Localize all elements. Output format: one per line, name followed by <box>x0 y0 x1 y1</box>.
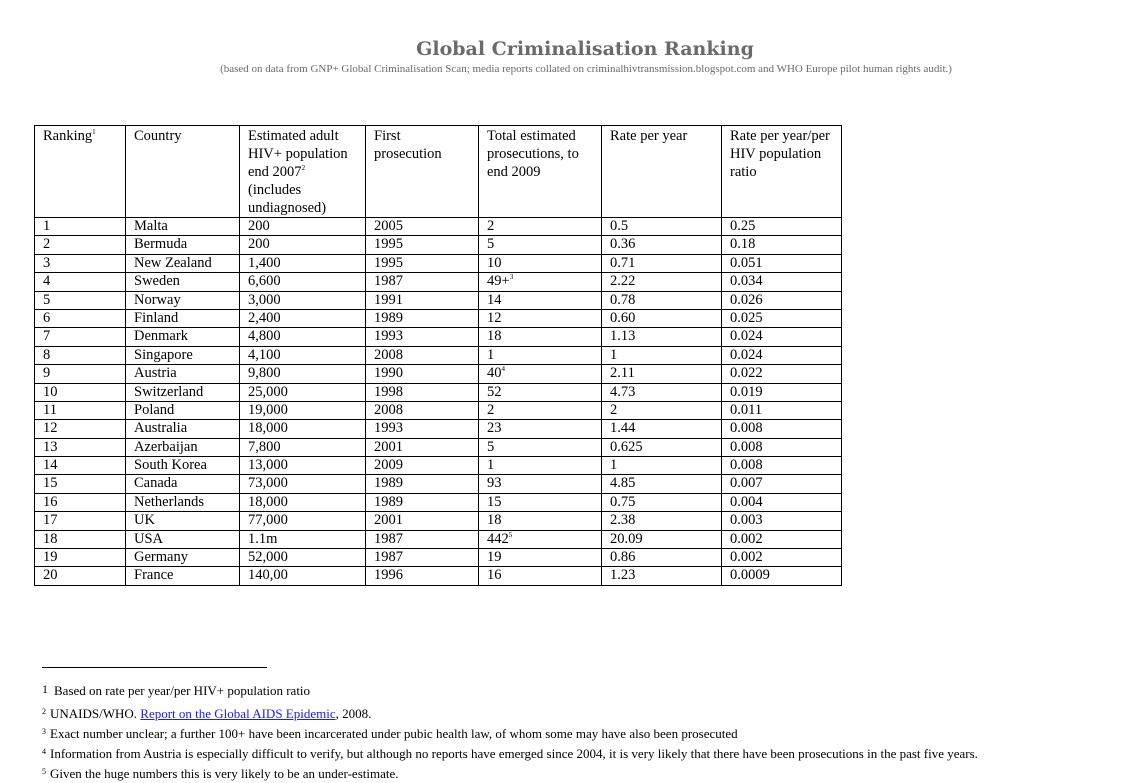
cell-rate-per-year: 0.625 <box>602 438 722 456</box>
cell-population: 77,000 <box>240 512 366 530</box>
cell-country: Azerbaijan <box>126 438 240 456</box>
footnote-5: $^5$ Given the huge numbers this is very likely to be an under-estimate. <box>42 766 399 781</box>
footnote-2: $^2$ UNAIDS/WHO. Report on the Global AIDS Epidemic, 2008. <box>42 706 372 721</box>
cell-country: Singapore <box>126 346 240 364</box>
cell-ranking: 19 <box>35 549 126 567</box>
cell-population: 3,000 <box>240 291 366 309</box>
cell-ranking: 12 <box>35 420 126 438</box>
cell-first-prosecution: 1995 <box>366 254 479 272</box>
cell-first-prosecution: 1990 <box>366 365 479 383</box>
cell-population: 25,000 <box>240 383 366 401</box>
cell-country: Malta <box>126 218 240 236</box>
cell-country: Switzerland <box>126 383 240 401</box>
cell-country: Germany <box>126 549 240 567</box>
cell-country: Netherlands <box>126 493 240 511</box>
cell-first-prosecution: 2008 <box>366 401 479 419</box>
footnote-ref: 1 <box>92 128 96 137</box>
cell-population: 4,100 <box>240 346 366 364</box>
cell-rate-ratio: 0.025 <box>722 309 842 327</box>
cell-rate-per-year: 0.71 <box>602 254 722 272</box>
cell-population: 19,000 <box>240 401 366 419</box>
cell-ranking: 15 <box>35 475 126 493</box>
cell-population: 6,600 <box>240 273 366 291</box>
cell-rate-per-year: 2.11 <box>602 365 722 383</box>
cell-total-prosecutions: 12 <box>479 309 602 327</box>
cell-rate-ratio: 0.007 <box>722 475 842 493</box>
cell-rate-ratio: 0.0009 <box>722 567 842 585</box>
table-row <box>35 346 842 364</box>
cell-first-prosecution: 2009 <box>366 457 479 475</box>
cell-country: South Korea <box>126 457 240 475</box>
cell-population: 18,000 <box>240 493 366 511</box>
cell-country: New Zealand <box>126 254 240 272</box>
cell-first-prosecution: 1998 <box>366 383 479 401</box>
cell-total-prosecutions: 5 <box>479 236 602 254</box>
cell-total-prosecutions: 18 <box>479 512 602 530</box>
cell-rate-ratio: 0.008 <box>722 457 842 475</box>
table-row <box>35 236 842 254</box>
cell-rate-ratio: 0.024 <box>722 328 842 346</box>
table-row <box>35 273 842 291</box>
cell-total-prosecutions: 23 <box>479 420 602 438</box>
cell-ranking: 17 <box>35 512 126 530</box>
cell-country: Bermuda <box>126 236 240 254</box>
cell-rate-per-year: 0.5 <box>602 218 722 236</box>
cell-first-prosecution: 2001 <box>366 512 479 530</box>
cell-ranking: 10 <box>35 383 126 401</box>
cell-rate-ratio: 0.002 <box>722 549 842 567</box>
cell-rate-per-year: 1.23 <box>602 567 722 585</box>
cell-population: 18,000 <box>240 420 366 438</box>
cell-rate-per-year: 2 <box>602 401 722 419</box>
cell-total-prosecutions: 2 <box>479 218 602 236</box>
cell-rate-ratio: 0.25 <box>722 218 842 236</box>
table-row <box>35 567 842 585</box>
cell-total-prosecutions: 19 <box>479 549 602 567</box>
cell-total-prosecutions: 16 <box>479 567 602 585</box>
cell-rate-ratio: 0.026 <box>722 291 842 309</box>
header-rate-ratio: Rate per year/per HIV population ratio <box>722 126 842 218</box>
cell-rate-per-year: 1.13 <box>602 328 722 346</box>
table-row <box>35 457 842 475</box>
table-row <box>35 475 842 493</box>
cell-country: Denmark <box>126 328 240 346</box>
cell-population: 140,00 <box>240 567 366 585</box>
table-row <box>35 291 842 309</box>
footnote-divider <box>42 667 267 668</box>
cell-ranking: 1 <box>35 218 126 236</box>
cell-rate-per-year: 1 <box>602 346 722 364</box>
footnote-ref: 3 <box>509 273 514 282</box>
page-subtitle: (based on data from GNP+ Global Criminalisation Scan; media reports collated on criminalhivtransmission.blogspot.com and WHO Europe pilot human rights audit.) <box>220 63 952 75</box>
cell-first-prosecution: 1987 <box>366 273 479 291</box>
cell-ranking: 20 <box>35 567 126 585</box>
cell-ranking: 9 <box>35 365 126 383</box>
cell-country: Finland <box>126 309 240 327</box>
cell-first-prosecution: 1993 <box>366 328 479 346</box>
cell-population: 73,000 <box>240 475 366 493</box>
cell-total-prosecutions: $40^4$ <box>479 365 602 383</box>
cell-rate-ratio: 0.003 <box>722 512 842 530</box>
cell-rate-ratio: 0.004 <box>722 493 842 511</box>
cell-total-prosecutions: 10 <box>479 254 602 272</box>
cell-country: USA <box>126 530 240 548</box>
cell-population: 13,000 <box>240 457 366 475</box>
cell-population: 200 <box>240 218 366 236</box>
cell-total-prosecutions: 5 <box>479 438 602 456</box>
cell-total-prosecutions: 1 <box>479 457 602 475</box>
cell-ranking: 11 <box>35 401 126 419</box>
footnote-ref: 4 <box>501 365 505 374</box>
cell-first-prosecution: 1996 <box>366 567 479 585</box>
cell-ranking: 7 <box>35 328 126 346</box>
table-row <box>35 420 842 438</box>
footnote-ref: 2 <box>301 164 306 173</box>
cell-country: France <box>126 567 240 585</box>
cell-ranking: 4 <box>35 273 126 291</box>
footnote-3: $^3$ Exact number unclear; a further 100+ have been incarcerated under pubic health law, of whom some may have also been prosecuted <box>42 726 738 741</box>
table-header-row <box>35 126 842 218</box>
cell-ranking: 3 <box>35 254 126 272</box>
table-row <box>35 218 842 236</box>
cell-country: Norway <box>126 291 240 309</box>
cell-first-prosecution: 1987 <box>366 549 479 567</box>
cell-rate-ratio: 0.008 <box>722 438 842 456</box>
cell-first-prosecution: 1989 <box>366 309 479 327</box>
cell-first-prosecution: 1991 <box>366 291 479 309</box>
cell-total-prosecutions: 52 <box>479 383 602 401</box>
cell-total-prosecutions: 18 <box>479 328 602 346</box>
cell-total-prosecutions: 1 <box>479 346 602 364</box>
cell-country: Poland <box>126 401 240 419</box>
footnote-4: $^4$ Information from Austria is especially difficult to verify, but although no reports have emerged since 2004, it is very likely that there have been prosecutions in the past five years. <box>42 746 978 761</box>
cell-population: 52,000 <box>240 549 366 567</box>
cell-ranking: 14 <box>35 457 126 475</box>
cell-rate-per-year: 0.60 <box>602 309 722 327</box>
cell-ranking: 13 <box>35 438 126 456</box>
cell-rate-per-year: 20.09 <box>602 530 722 548</box>
cell-rate-per-year: 2.22 <box>602 273 722 291</box>
cell-first-prosecution: 1989 <box>366 475 479 493</box>
cell-total-prosecutions: 14 <box>479 291 602 309</box>
report-link[interactable]: Report on the Global AIDS Epidemic <box>140 706 336 721</box>
cell-ranking: 2 <box>35 236 126 254</box>
cell-rate-per-year: 0.86 <box>602 549 722 567</box>
footnotes <box>42 680 1132 783</box>
cell-country: Australia <box>126 420 240 438</box>
table-row <box>35 309 842 327</box>
cell-rate-ratio: 0.008 <box>722 420 842 438</box>
cell-population: 4,800 <box>240 328 366 346</box>
cell-population: 7,800 <box>240 438 366 456</box>
cell-first-prosecution: 2001 <box>366 438 479 456</box>
cell-first-prosecution: 2008 <box>366 346 479 364</box>
table-row <box>35 383 842 401</box>
cell-country: Sweden <box>126 273 240 291</box>
header-rate-per-year: Rate per year <box>602 126 722 218</box>
footnote-ref: 5 <box>508 530 513 539</box>
cell-population: 1,400 <box>240 254 366 272</box>
cell-population: 9,800 <box>240 365 366 383</box>
cell-ranking: 8 <box>35 346 126 364</box>
footnote-1: 1 Based on rate per year/per HIV+ population ratio <box>42 682 311 698</box>
cell-first-prosecution: 1995 <box>366 236 479 254</box>
cell-country: Canada <box>126 475 240 493</box>
cell-ranking: 5 <box>35 291 126 309</box>
table-row <box>35 328 842 346</box>
table-row <box>35 493 842 511</box>
cell-rate-ratio: 0.019 <box>722 383 842 401</box>
cell-ranking: 6 <box>35 309 126 327</box>
table-row <box>35 512 842 530</box>
cell-population: 1.1m <box>240 530 366 548</box>
cell-first-prosecution: 1987 <box>366 530 479 548</box>
cell-rate-ratio: 0.051 <box>722 254 842 272</box>
cell-rate-per-year: 2.38 <box>602 512 722 530</box>
table-row <box>35 438 842 456</box>
cell-population: 200 <box>240 236 366 254</box>
table-row <box>35 401 842 419</box>
ranking-table <box>34 125 842 586</box>
cell-total-prosecutions: 2 <box>479 401 602 419</box>
cell-rate-per-year: 0.78 <box>602 291 722 309</box>
cell-first-prosecution: 2005 <box>366 218 479 236</box>
cell-total-prosecutions: 15 <box>479 493 602 511</box>
cell-rate-per-year: 4.85 <box>602 475 722 493</box>
table-row <box>35 254 842 272</box>
cell-rate-per-year: 1.44 <box>602 420 722 438</box>
cell-rate-ratio: 0.024 <box>722 346 842 364</box>
cell-ranking: 16 <box>35 493 126 511</box>
cell-rate-ratio: 0.011 <box>722 401 842 419</box>
cell-rate-per-year: 4.73 <box>602 383 722 401</box>
cell-rate-per-year: 0.36 <box>602 236 722 254</box>
header-ranking: Ranking$^1$ <box>35 126 126 218</box>
cell-ranking: 18 <box>35 530 126 548</box>
header-first-prosecution: First prosecution <box>366 126 479 218</box>
cell-rate-ratio: 0.034 <box>722 273 842 291</box>
cell-rate-ratio: 0.022 <box>722 365 842 383</box>
cell-population: 2,400 <box>240 309 366 327</box>
cell-first-prosecution: 1993 <box>366 420 479 438</box>
header-country: Country <box>126 126 240 218</box>
table-row <box>35 365 842 383</box>
cell-country: UK <box>126 512 240 530</box>
header-total-prosecutions: Total estimated prosecutions, to end 2009 <box>479 126 602 218</box>
cell-total-prosecutions: 93 <box>479 475 602 493</box>
cell-rate-ratio: 0.002 <box>722 530 842 548</box>
cell-total-prosecutions: $442^5$ <box>479 530 602 548</box>
page-title: Global Criminalisation Ranking <box>416 38 754 60</box>
cell-rate-per-year: 1 <box>602 457 722 475</box>
table-row <box>35 549 842 567</box>
cell-rate-per-year: 0.75 <box>602 493 722 511</box>
header-population: Estimated adult HIV+ population end 2007$^2$ (includes undiagnosed) <box>240 126 366 218</box>
table-row <box>35 530 842 548</box>
cell-country: Austria <box>126 365 240 383</box>
cell-rate-ratio: 0.18 <box>722 236 842 254</box>
cell-first-prosecution: 1989 <box>366 493 479 511</box>
cell-total-prosecutions: 49+$^3$ <box>479 273 602 291</box>
